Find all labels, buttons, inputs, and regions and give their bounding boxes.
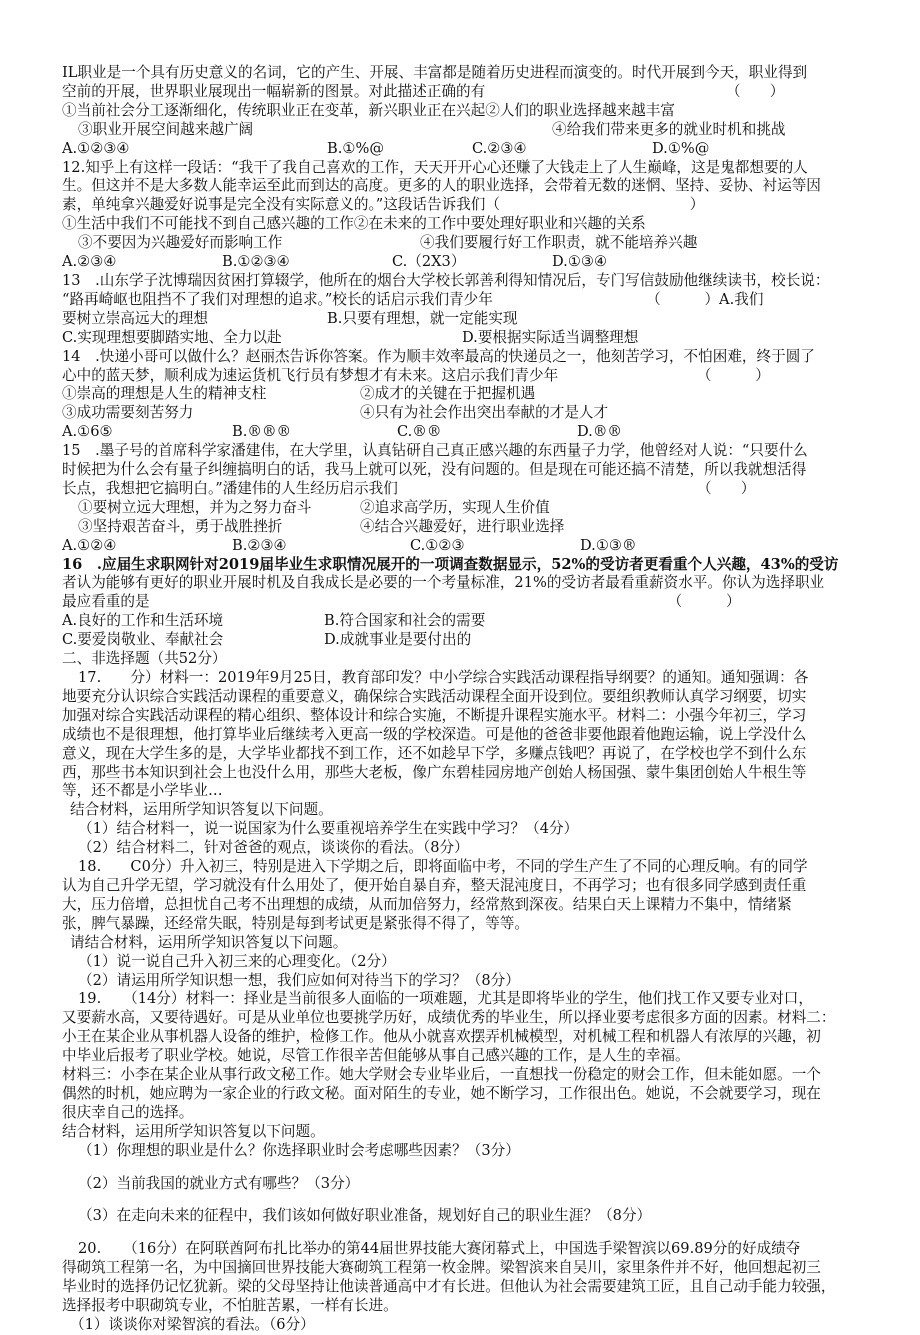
q17-line6: 西，那些书本知识到社会上也没什么用，那些大老板，像广东碧桂园房地产创始人杨国强、蒙牛集团创始人牛根生等 [62,763,807,781]
q15-stem-line2: 时候把为什么会有量子纠缠搞明白的话，我马上就可以死，没有问题的。但是现在可能还搞不清楚，所以我就想活得 [62,461,807,479]
q19-line7: 很庆幸自己的选择。 [62,1103,194,1121]
q12-option-line1: ①生活中我们不可能找不到自己感兴趣的工作②在未来的工作中要处理好职业和兴趣的关系 [62,215,646,233]
q19-line2: 又要薪水高，又要待遇好。可是从业单位也要挑学历好，成绩优秀的毕业生，所以择业要考虑很多方面的因素。材料二： [62,1009,836,1027]
q11-choice-c: C.②③④ [472,139,527,157]
q14-option-4: ④只有为社会作出突出奉献的才是人才 [360,404,609,422]
q16-stem-line2: 者认为能够有更好的职业开展时机及自我成长是必要的一个考量标准，21%的受访者最看重薪资水平。你认为选择职业 [62,574,825,592]
q15-option-3: ③坚持艰苦奋斗，勇于战胜挫折 [78,517,283,535]
q11-stem-line2: 空前的开展，世界职业展现出一幅崭新的图景。对此描述正确的有 （ ） [62,82,785,100]
q16-stem-line1: 16 .应届生求职网针对2019届毕业生求职情况展开的一项调查数据显示，52%的受访者更看重个人兴趣，43%的受访 [62,555,839,573]
question-18 [62,858,862,990]
q18-part-1: （1）说一说自己升入初三来的心理变化。（2分） [78,952,396,970]
question-16 [62,556,862,651]
q16-stem-line3: 最应看重的是 （ ） [62,593,741,611]
q18-line2: 认为自己升学无望，学习就没有什么用处了，便开始自暴自弃，整天混沌度日，不再学习；也有很多同学感到责任重 [62,876,807,894]
q13-choice-c: C.实现理想要脚踏实地、全力以赴 [62,328,282,346]
q15-stem-line1: 15 .墨子号的首席科学家潘建伟，在大学里，认真钻研自己真正感兴趣的东西量子力学，他曾经对人说：“只要什么 [62,442,808,460]
question-20 [62,1240,862,1335]
q19-part-3: （3）在走向未来的征程中，我们该如何做好职业准备，规划好自己的职业生涯？（8分） [78,1207,652,1225]
exam-page [62,64,862,1335]
q12-option-3: ③不要因为兴趣爱好而影响工作 [78,234,283,252]
q14-option-2: ②成才的关键在于把握机遇 [360,385,536,403]
q17-line2: 地要充分认识综合实践活动课程的重要意义，确保综合实践活动课程全面开设到位。要组织教师认真学习纲要，切实 [62,687,807,705]
q12-stem-line2: 生。但这并不是大多数人能幸运至此而到达的高度。更多的人的职业选择，会带着无数的迷惘、坚持、妥协、衬运等因 [62,177,821,195]
q14-choice-a: A.①6⑤ [62,423,113,441]
q14-choice-b: B.®®® [232,423,292,441]
q13-stem-line2: “路再崎岖也阻挡不了我们对理想的追求。”校长的话启示我们青少年 （ ）A.我们 [62,290,764,308]
q18-part-2: （2）请运用所学知识想一想，我们应如何对待当下的学习？（8分） [78,971,520,989]
q17-line1: 17. 分）材料一：2019年9月25日，教育部印发？中小学综合实践活动课程指导纲要？的通知。通知强调：各 [78,669,809,686]
q19-line1: 19. （14分）材料一：择业是当前很多人面临的一项难题，尤其是即将毕业的学生，他们找工作又要专业对口， [78,990,813,1008]
q19-part-1: （1）你理想的职业是什么？你选择职业时会考虑哪些因素？（3分） [78,1141,520,1159]
q14-stem-line2: 心中的蓝天梦，顺利成为速运货机飞行员有梦想才有未来。这启示我们青少年 （ ） [62,366,770,384]
q19-line3: 小王在某企业从事机器人设备的维护，检修工作。他从小就喜欢摆弄机械模型，对机械工程和机器人有浓厚的兴趣，初 [62,1028,821,1046]
q16-choice-a: A.良好的工作和生活环境 [62,612,224,630]
q17-line3: 加强对综合实践活动课程的精心组织、整体设计和综合实施，不断提升课程实施水平。材料二：小强今年初三，学习 [62,706,807,724]
q14-choice-c: C.®® [397,423,442,441]
section-heading: 二、非选择题（共52分） [62,650,227,668]
q12-option-4: ④我们要履行好工作职责，就不能培养兴趣 [420,234,698,252]
q11-choice-b: B.①%@ [327,139,384,157]
q14-choice-d: D.®® [577,423,623,441]
q17-line5: 意义，现在大学生多的是，大学毕业都找不到工作，还不如趁早下学，多赚点钱吧？再说了，在学校也学不到什么东 [62,744,807,762]
q11-choice-a: A.①②③④ [62,139,130,157]
q12-choice-c: C.（2X3） [392,253,466,271]
q20-line3: 毕业时的选择仍记忆犹新。梁的父母坚持让他读普通高中才有长进。但他认为社会需要建筑工匠，且自己动手能力较强， [62,1278,836,1296]
q12-choice-b: B.①②③④ [222,253,290,271]
q11-option-3: ③职业开展空间越来越广阔 [78,120,254,138]
q17-line7: 等，还不都是小学毕业… [62,782,223,800]
q20-line1: 20. （16分）在阿联酋阿布扎比举办的第44届世界技能大赛闭幕式上，中国选手梁智滨以69.89分的好成绩夺 [78,1240,801,1258]
q15-choice-b: B.②③④ [232,536,287,554]
question-12 [62,159,862,272]
q20-part-1: （1）谈谈你对梁智滨的看法。（6分） [70,1316,315,1333]
q15-option-4: ④结合兴趣爱好，进行职业选择 [360,517,565,535]
q17-instruction: 结合材料，运用所学知识答复以下问题。 [70,801,333,819]
q14-option-1: ①崇高的理想是人生的精神支柱 [62,385,267,403]
q14-stem-line1: 14 .快递小哥可以做什么？赵丽杰告诉你答案。作为顺丰效率最高的快递员之一，他刻苦学习，不怕困难，终于圆了 [62,347,815,365]
q16-choice-c: C.要爱岗敬业、奉献社会 [62,631,224,649]
q20-line4: 选择报考中职砌筑专业，不怕脏苦累，一样有长进。 [62,1297,398,1315]
q17-line4: 成绩也不是很理想，他打算毕业后继续考入更高一级的学校深造。可是他的爸爸非要他跟着他跑运输，说上学没什么 [62,725,807,743]
q13-stem-line1: 13 .山东学子沈博瑞因贫困打算辍学，他所在的烟台大学校长郭善利得知情况后，专门写信鼓励他继续读书，校长说： [62,271,830,289]
q15-stem-line3: 长点，我想把它搞明白。”潘建伟的人生经历启示我们 （ ） [62,479,756,497]
q16-choice-d: D.成就事业是要付出的 [324,631,472,649]
q17-part-1: （1）结合材料一，说一说国家为什么要重视培养学生在实践中学习？（4分） [78,820,579,838]
q13-choice-b: B.只要有理想，就一定能实现 [327,309,518,327]
q18-line1: 18. C0分）升入初三，特别是进入下学期之后，即将面临中考，不同的学生产生了不同的心理反响。有的同学 [78,858,808,876]
q11-option-4: ④给我们带来更多的就业时机和挑战 [552,120,786,138]
q13-choice-d: D.要根据实际适当调整理想 [462,328,639,346]
q19-line5: 材料三：小李在某企业从事行政文秘工作。她大学财会专业毕业后，一直想找一份稳定的财会工作，但未能如愿。一个 [62,1066,821,1084]
question-11 [62,64,862,159]
q15-choice-c: C.①②③ [410,536,465,554]
q19-part-2: （2）当前我国的就业方式有哪些？（3分） [78,1174,360,1192]
question-17 [62,669,862,858]
q15-choice-d: D.①③® [580,536,637,554]
q14-option-3: ③成功需要刻苦努力 [62,404,194,422]
q19-instruction: 结合材料，运用所学知识答复以下问题。 [62,1122,325,1140]
q20-line2: 得砌筑工程第一名，为中国摘回世界技能大赛砌筑工程第一枚金牌。梁智滨来自吴川，家里条件并不好，他回想起初三 [62,1259,821,1277]
q15-choice-a: A.①②④ [62,536,117,554]
question-19 [62,990,862,1240]
q18-line4: 张，脾气暴躁，还经常失眠，特别是每到考试更是紧张得不得了，等等。 [62,914,530,932]
q12-choice-a: A.②③④ [62,253,117,271]
q11-option-line1: ①当前社会分工逐渐细化，传统职业正在变革，新兴职业正在兴起②人们的职业选择越来越丰富 [62,101,675,119]
question-14 [62,348,862,443]
q12-stem-line1: 12.知乎上有这样一段话：“我干了我自己喜欢的工作，天天开开心心还赚了大钱走上了人生巅峰，这是鬼都想要的人 [62,158,808,176]
q12-stem-line3: 素，单纯拿兴趣爱好说事是完全没有实际意义的。”这段话告诉我们（ ） [62,196,705,214]
q18-line3: 大，压力倍增，总担忧自己考不出理想的成绩，从而加倍努力，经常熬到深夜。结果白天上课精力不集中，情绪紧 [62,895,792,913]
q11-choice-d: D.①%@ [652,139,710,157]
question-13 [62,272,862,348]
q17-part-2: （2）结合材料二，针对爸爸的观点，谈谈你的看法。（8分） [78,839,469,857]
q15-option-1: ①要树立远大理想，并为之努力奋斗 [78,498,312,516]
question-15 [62,442,862,555]
q19-line4: 中毕业后报考了职业学校。她说，尽管工作很辛苦但能够从事自己感兴趣的工作，是人生的幸福。 [62,1047,690,1065]
q19-line6: 偶然的时机，她应聘为一家企业的行政文秘。面对陌生的专业，她不断学习，工作很出色。她说，不会就要学习，现在 [62,1084,821,1102]
q18-instruction: 请结合材料，运用所学知识答复以下问题。 [70,933,348,951]
q11-stem-line1: IL职业是一个具有历史意义的名词，它的产生、开展、丰富都是随着历史进程而演变的。时代开展到今天，职业得到 [62,64,808,81]
q15-option-2: ②追求高学历，实现人生价值 [360,498,550,516]
q13-choice-a: 要树立崇高远大的理想 [62,309,208,327]
q16-choice-b: B.符合国家和社会的需要 [324,612,486,630]
q12-choice-d: D.①③④ [552,253,608,271]
